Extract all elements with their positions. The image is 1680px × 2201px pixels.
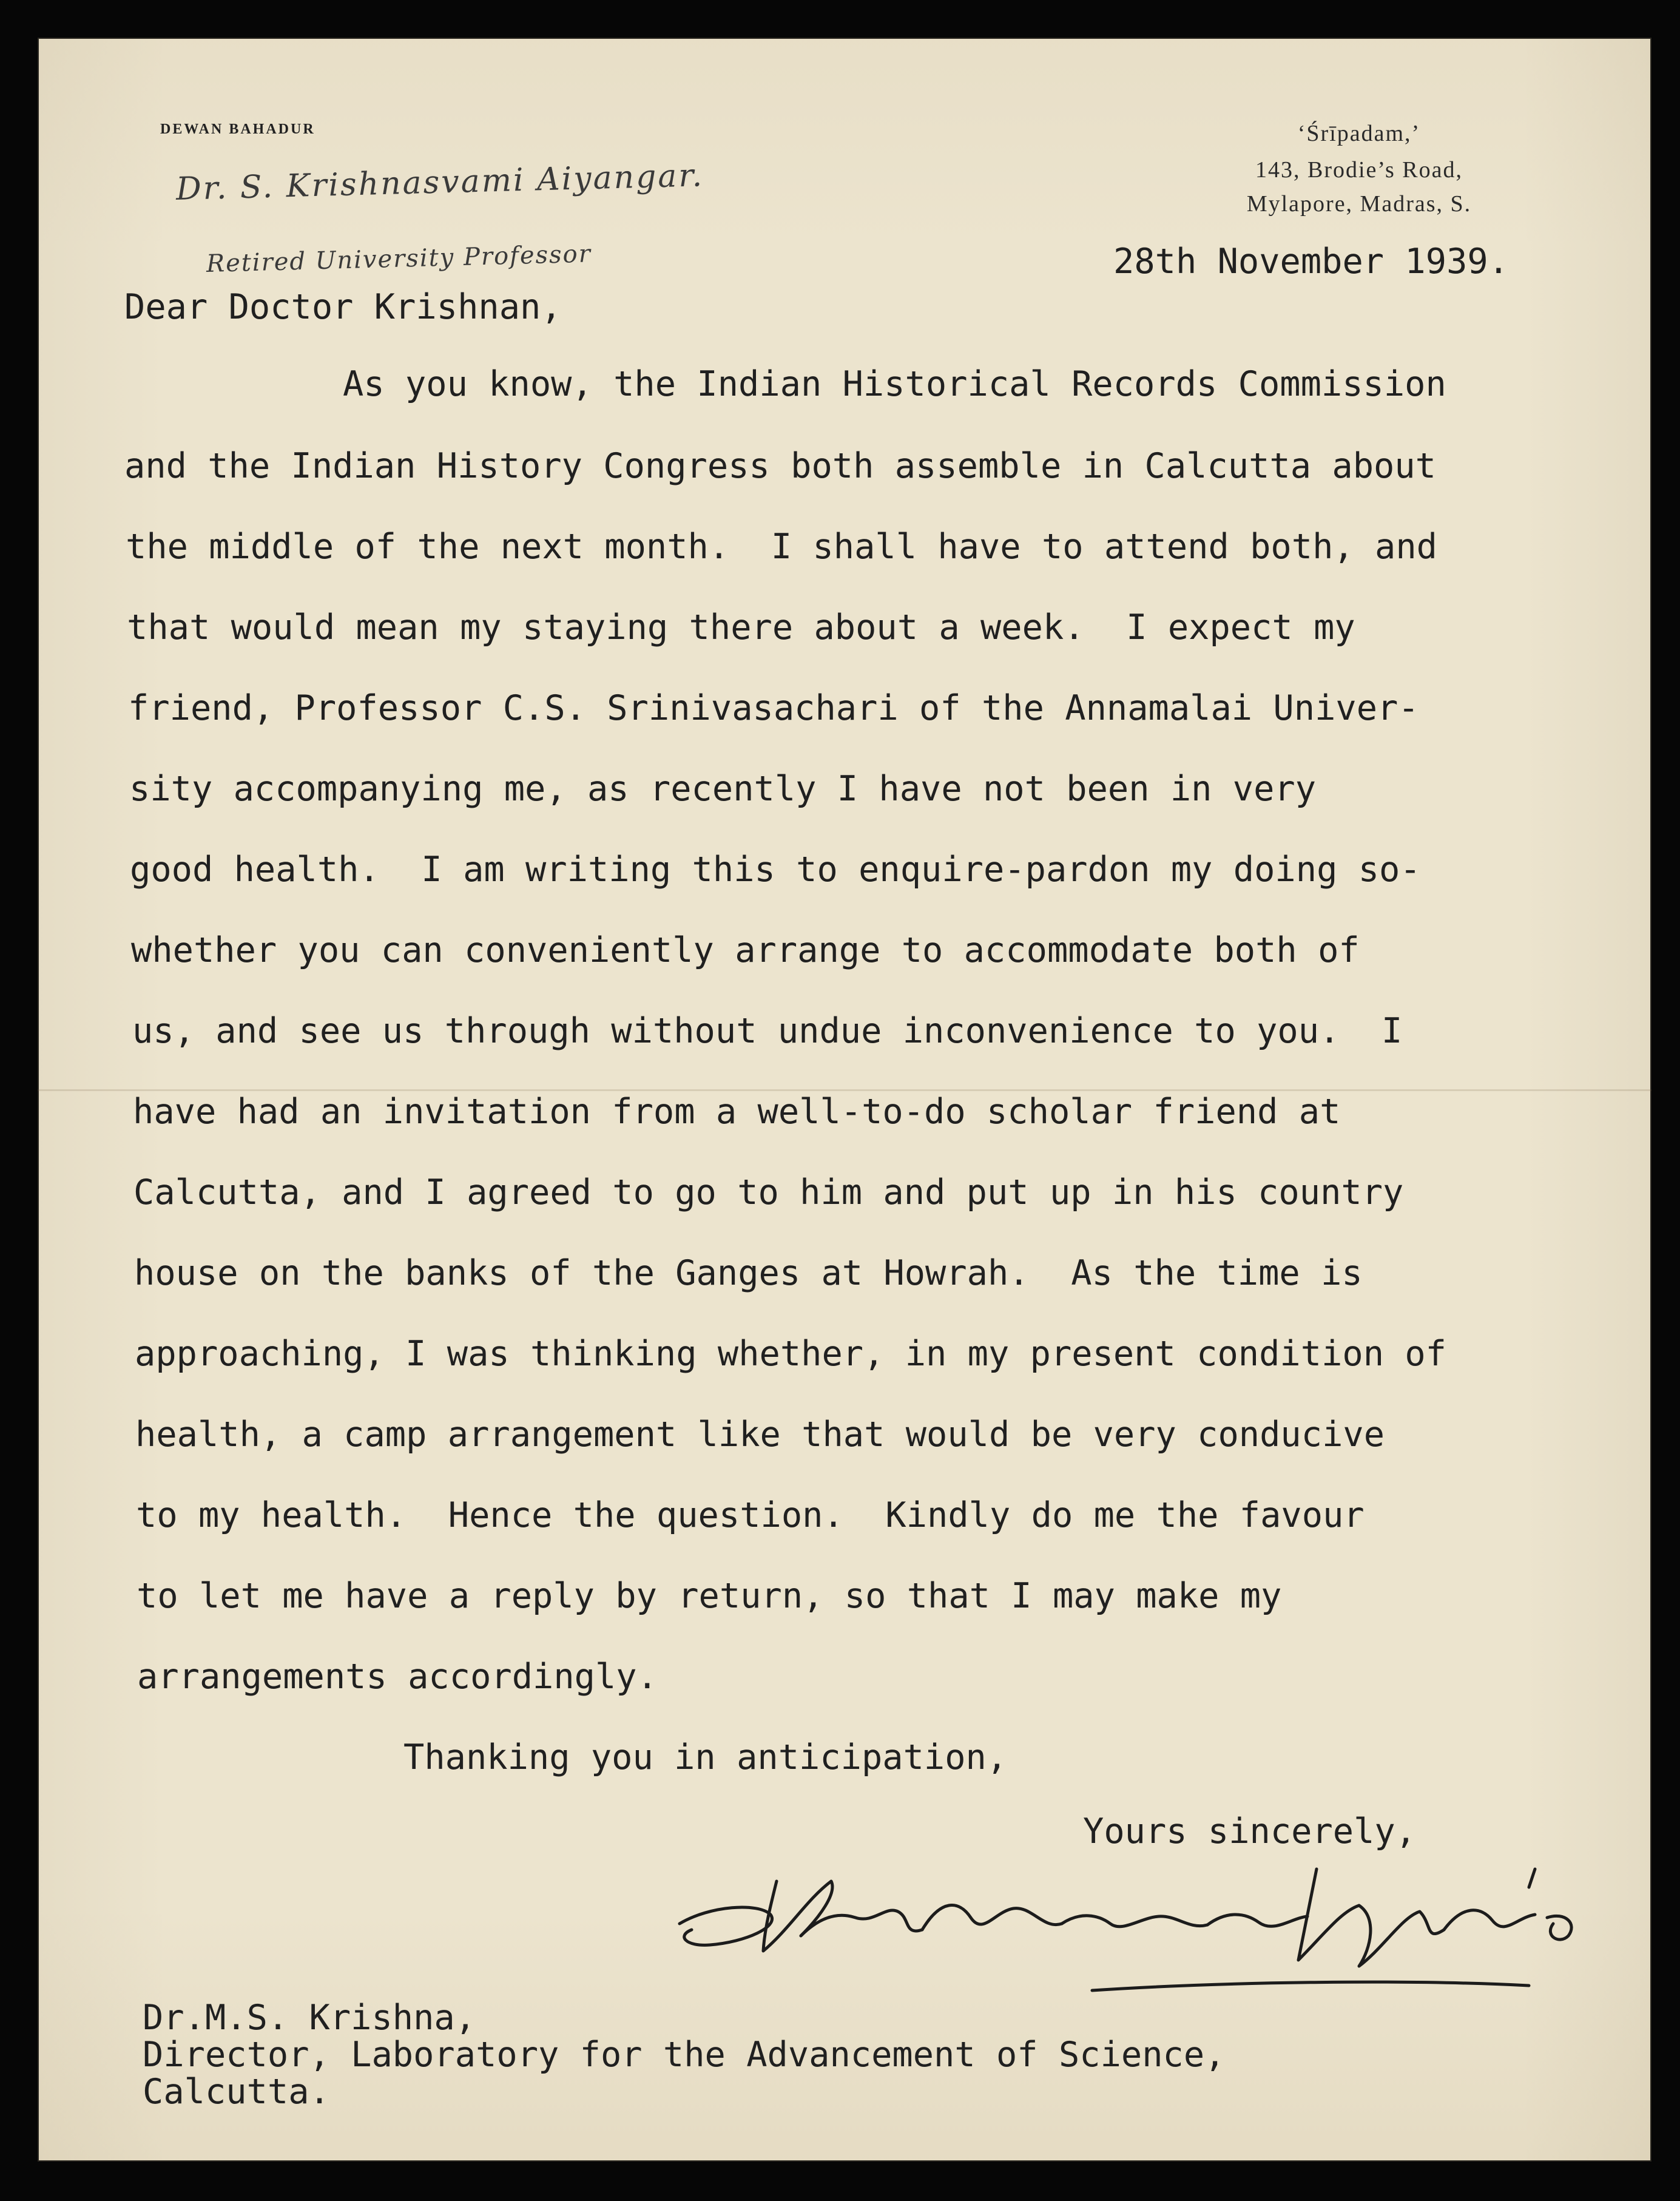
address-line: 143, Brodie’s Road, bbox=[1255, 157, 1463, 183]
salutation: Dear Doctor Krishnan, bbox=[124, 287, 562, 327]
body-line: whether you can conveniently arrange to accommodate both of bbox=[131, 930, 1360, 970]
body-line: Calcutta, and I agreed to go to him and put up in his country bbox=[133, 1172, 1404, 1212]
recipient-line: Calcutta. bbox=[143, 2072, 330, 2112]
valediction: Yours sincerely, bbox=[1083, 1811, 1417, 1851]
body-line: good health. I am writing this to enquire-pardon my doing so- bbox=[130, 850, 1421, 890]
fold-crease bbox=[38, 1089, 1651, 1091]
closing-thanks: Thanking you in anticipation, bbox=[403, 1737, 1008, 1777]
body-line: health, a camp arrangement like that would be very conducive bbox=[135, 1415, 1385, 1455]
address-line: Mylapore, Madras, S. bbox=[1246, 191, 1472, 217]
body-line: house on the banks of the Ganges at Howrah. As the time is bbox=[134, 1253, 1363, 1293]
body-line: As you know, the Indian Historical Records Commission bbox=[343, 364, 1446, 404]
letterhead-honorific: DEWAN BAHADUR bbox=[160, 121, 315, 137]
recipient-line: Director, Laboratory for the Advancement of Science, bbox=[143, 2035, 1226, 2075]
recipient-line: Dr.M.S. Krishna, bbox=[143, 1998, 476, 2038]
body-line: that would mean my staying there about a week. I expect my bbox=[127, 607, 1355, 647]
body-line: arrangements accordingly. bbox=[137, 1657, 658, 1697]
body-line: sity accompanying me, as recently I have not been in very bbox=[129, 769, 1317, 809]
body-line: friend, Professor C.S. Srinivasachari of the Annamalai Univer- bbox=[128, 688, 1419, 728]
body-line: approaching, I was thinking whether, in my present condition of bbox=[135, 1334, 1446, 1374]
letterhead-name: Dr. S. Krishnasvami Aiyangar. bbox=[175, 157, 704, 208]
body-line: the middle of the next month. I shall have to attend both, and bbox=[126, 527, 1437, 567]
body-line: have had an invitation from a well-to-do scholar friend at bbox=[133, 1092, 1341, 1132]
letterhead-title: Retired University Professor bbox=[206, 240, 592, 278]
body-line: to my health. Hence the question. Kindly do me the favour bbox=[136, 1495, 1365, 1535]
body-line: to let me have a reply by return, so that I may make my bbox=[137, 1576, 1282, 1616]
body-line: and the Indian History Congress both assemble in Calcutta about bbox=[124, 446, 1436, 486]
body-line: us, and see us through without undue inconvenience to you. I bbox=[132, 1011, 1403, 1051]
address-line: ‘Śrīpadam,’ bbox=[1297, 121, 1421, 146]
letter-date: 28th November 1939. bbox=[1113, 242, 1510, 282]
